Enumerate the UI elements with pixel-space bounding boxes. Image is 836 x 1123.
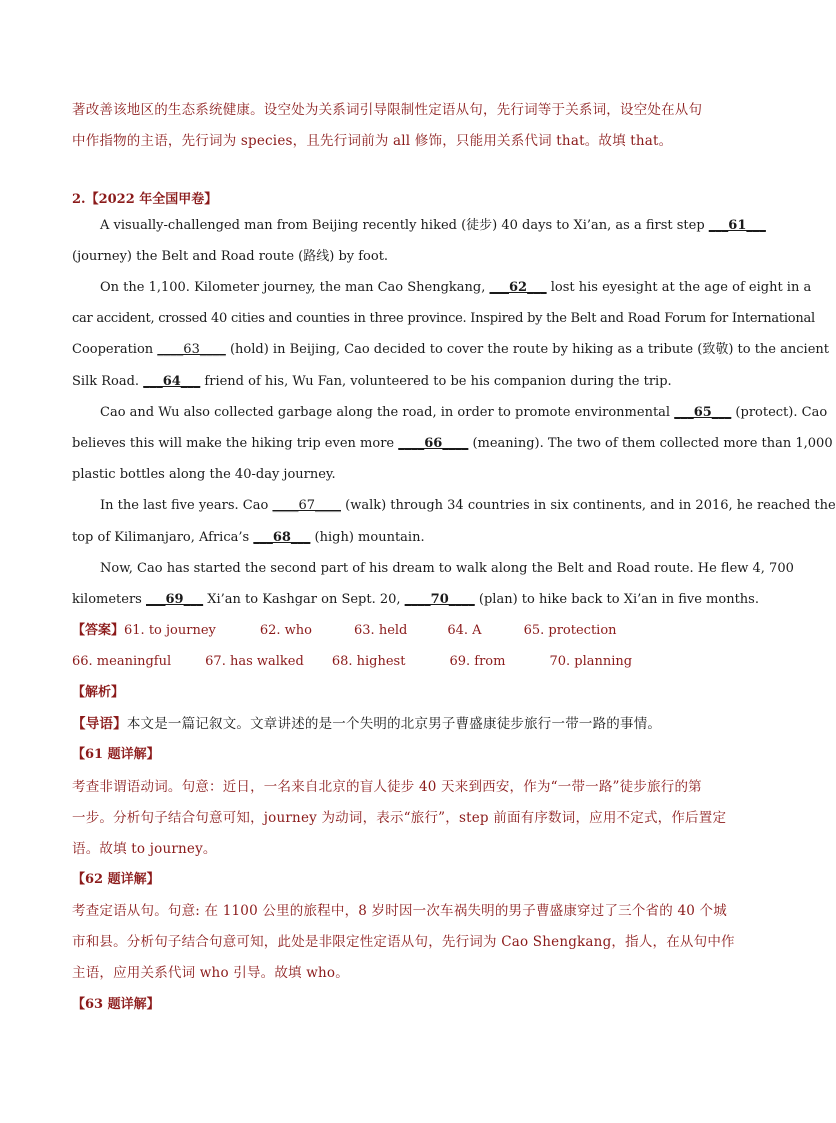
passage-line — [72, 530, 425, 546]
passage-line — [72, 436, 833, 452]
passage-text: A visually-challenged man from Beijing recently hiked (徒步) 40 days to Xi’an, as a first step — [100, 218, 709, 233]
blank-62: ___62___ — [489, 280, 547, 295]
q63-label: 【63 题详解】 — [72, 997, 160, 1012]
blank-66: ____66____ — [398, 436, 469, 451]
passage-text: (protect). Cao — [731, 405, 828, 420]
guide-label: 【导语】 — [72, 716, 127, 732]
passage-text: believes this will make the hiking trip even more — [72, 436, 399, 451]
passage-text: Cooperation — [72, 342, 158, 357]
passage-line: car accident, crossed 40 cities and counties in three province. Inspired by the Belt and Road Forum for International — [72, 311, 815, 326]
answer-item: 65. protection — [523, 623, 617, 638]
blank-64: ___64___ — [143, 374, 201, 389]
intro-line-1: 著改善该地区的生态系统健康。设空处为关系词引导限制性定语从句，先行词等于关系词，设空处在从句 — [72, 102, 703, 118]
q62-label: 【62 题详解】 — [72, 872, 160, 887]
blank-67: ____67____ — [272, 498, 341, 513]
q61-line-2: 一步。分析句子结合句意可知，journey 为动词，表示“旅行”，step 前面有序数词，应用不定式，作后置定 — [72, 810, 727, 826]
answer-item: 62. who — [259, 623, 313, 638]
passage-line: Now, Cao has started the second part of his dream to walk along the Belt and Road route. He flew 4, 700 — [100, 561, 794, 576]
passage-text: Cao and Wu also collected garbage along the road, in order to promote environmental — [100, 405, 675, 420]
passage-text: top of Kilimanjaro, Africa’s — [72, 530, 254, 545]
passage-line — [72, 342, 829, 358]
blank-63: ____63____ — [157, 342, 226, 357]
answer-item: 70. planning — [549, 654, 633, 669]
blank-68: ___68___ — [253, 530, 311, 545]
passage-text: (walk) through 34 countries in six continents, and in 2016, he reached the — [340, 498, 836, 513]
answer-item: 63. held — [354, 623, 408, 638]
q62-line-1: 考查定语从句。句意: 在 1100 公里的旅程中，8 岁时因一次车祸失明的男子曹盛康穿过了三个省的 40 个城 — [72, 903, 727, 919]
passage-text: kilometers — [72, 592, 146, 607]
q61-line-3: 语。故填 to journey。 — [72, 841, 217, 857]
q61-line-1: 考查非谓语动词。句意：近日，一名来自北京的盲人徒步 40 天来到西安，作为“一带一路”徒步旅行的第 — [72, 779, 702, 795]
answer-row — [72, 623, 617, 639]
passage-line — [72, 592, 759, 608]
guide-line — [72, 716, 661, 732]
passage-line — [100, 498, 836, 514]
section-heading: 2.【2022 年全国甲卷】 — [72, 192, 218, 207]
passage-text: On the 1,100. Kilometer journey, the man Cao Shengkang, — [100, 280, 490, 295]
passage-text: (plan) to hike back to Xi’an in five months. — [474, 592, 759, 607]
passage-line — [72, 374, 672, 390]
passage-line — [100, 218, 766, 234]
passage-text: (high) mountain. — [310, 530, 425, 545]
passage-text: Silk Road. — [72, 374, 144, 389]
guide-text: 本文是一篇记叙文。文章讲述的是一个失明的北京男子曹盛康徒步旅行一带一路的事情。 — [126, 716, 662, 732]
answer-item: 66. meaningful — [72, 654, 172, 669]
answer-item: 67. has walked — [205, 654, 304, 669]
answer-item: 61. to journey — [124, 623, 216, 638]
answer-row — [72, 654, 632, 670]
q62-line-3: 主语，应用关系代词 who 引导。故填 who。 — [72, 965, 349, 981]
passage-line — [100, 280, 811, 296]
passage-text: In the last five years. Cao — [100, 498, 273, 513]
answer-item: 69. from — [449, 654, 506, 669]
passage-text: Xi’an to Kashgar on Sept. 20, — [203, 592, 405, 607]
passage-line — [100, 405, 827, 421]
intro-line-2: 中作指物的主语，先行词为 species，且先行词前为 all 修饰，只能用关系代词 that。故填 that。 — [72, 133, 673, 149]
answer-item: 64. A — [447, 623, 482, 638]
q61-label: 【61 题详解】 — [72, 747, 160, 762]
analysis-label: 【解析】 — [72, 685, 125, 700]
passage-text: friend of his, Wu Fan, volunteered to be his companion during the trip. — [200, 374, 672, 389]
passage-text: lost his eyesight at the age of eight in a — [546, 280, 812, 295]
answer-label: 【答案】 — [72, 623, 125, 638]
answer-item: 68. highest — [331, 654, 406, 669]
q62-line-2: 市和县。分析句子结合句意可知，此处是非限定性定语从句，先行词为 Cao Shengkang，指人，在从句中作 — [72, 934, 735, 950]
blank-61: ___61___ — [708, 218, 766, 233]
passage-line: plastic bottles along the 40-day journey. — [72, 467, 336, 482]
blank-69: ___69___ — [145, 592, 204, 607]
passage-text: (meaning). The two of them collected more than 1,000 — [468, 436, 833, 451]
blank-70: ____70____ — [404, 592, 475, 607]
blank-65: ___65___ — [674, 405, 732, 420]
passage-text: (hold) in Beijing, Cao decided to cover the route by hiking as a tribute (致敬) to the ancient — [225, 342, 829, 357]
passage-line: (journey) the Belt and Road route (路线) by foot. — [72, 249, 389, 264]
